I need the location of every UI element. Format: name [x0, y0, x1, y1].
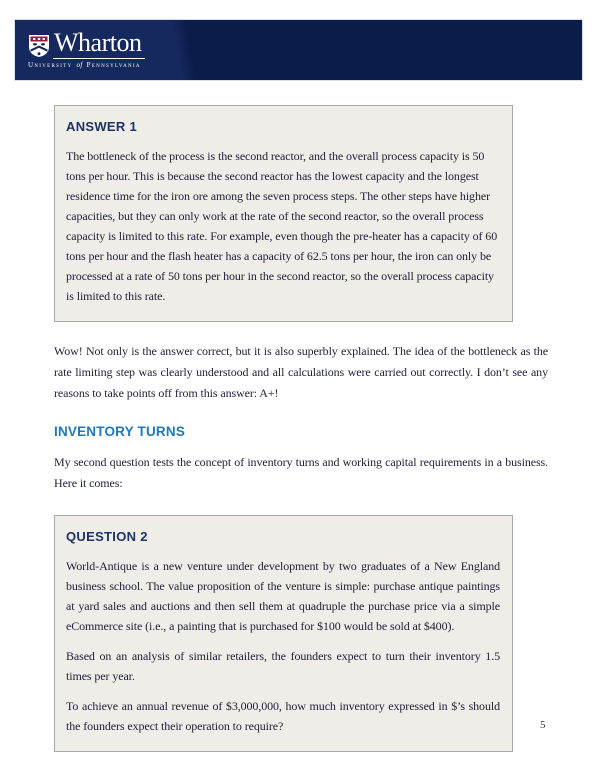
question-paragraph: To achieve an annual revenue of $3,000,000, how much inventory expressed in $’s should the founders expect their operation to require?: [66, 699, 500, 733]
penn-shield-icon: [28, 34, 50, 58]
section-intro-paragraph: My second question tests the concept of inventory turns and working capital requirements in a business. Here it comes:: [54, 455, 548, 490]
content-column: [54, 105, 548, 752]
answer-box-body: The bottleneck of the process is the second reactor, and the overall process capacity is 50 tons per hour. This is because the second reactor has the lowest capacity and the longest residence time for the iron ore among the seven process steps. The other steps have higher capacities, but they can only work at the rate of the second reactor, so the overall process capacity is limited to this rate. For example, even though the pre-heater has a capacity of 60 tons per hour and the flash heater has a capacity of 62.5 tons per hour, the iron can only be processed at a rate of 50 tons per hour in the second reactor, so the overall process capacity is limited to this rate.: [66, 149, 498, 303]
subtitle-pennsylvania: Pennsylvania: [86, 61, 141, 69]
answer-box-title: ANSWER 1: [66, 119, 138, 134]
page-number: 5: [540, 719, 546, 731]
subtitle-university: University: [28, 61, 73, 69]
header-banner: [15, 20, 582, 80]
wharton-logo: [28, 30, 145, 69]
brand-wordmark: Wharton: [53, 30, 145, 59]
question-paragraph: World-Antique is a new venture under development by two graduates of a New England business school. The value proposition of the venture is simple: purchase antique paintings at yard sales and auctions and then sell them at quadruple the purchase price via a simple eCommerce site (i.e., a painting that is purchased for $100 would be sold at $400).: [66, 559, 500, 633]
question-box: [54, 515, 513, 752]
question-paragraph: Based on an analysis of similar retailers, the founders expect to turn their inventory 1.5 times per year.: [66, 649, 500, 683]
answer-box: [54, 105, 513, 322]
commentary-paragraph: Wow! Not only is the answer correct, but it is also superbly explained. The idea of the bottleneck as the rate limiting step was clearly understood and all calculations were carried out correctly. I don’t see any reasons to take points off from this answer: A+!: [54, 344, 548, 400]
question-box-title: QUESTION 2: [66, 529, 148, 544]
subtitle-of: of: [76, 61, 83, 69]
logo-top-row: [28, 30, 145, 59]
brand-subtitle: [28, 61, 145, 69]
section-heading-inventory-turns: INVENTORY TURNS: [54, 424, 186, 439]
